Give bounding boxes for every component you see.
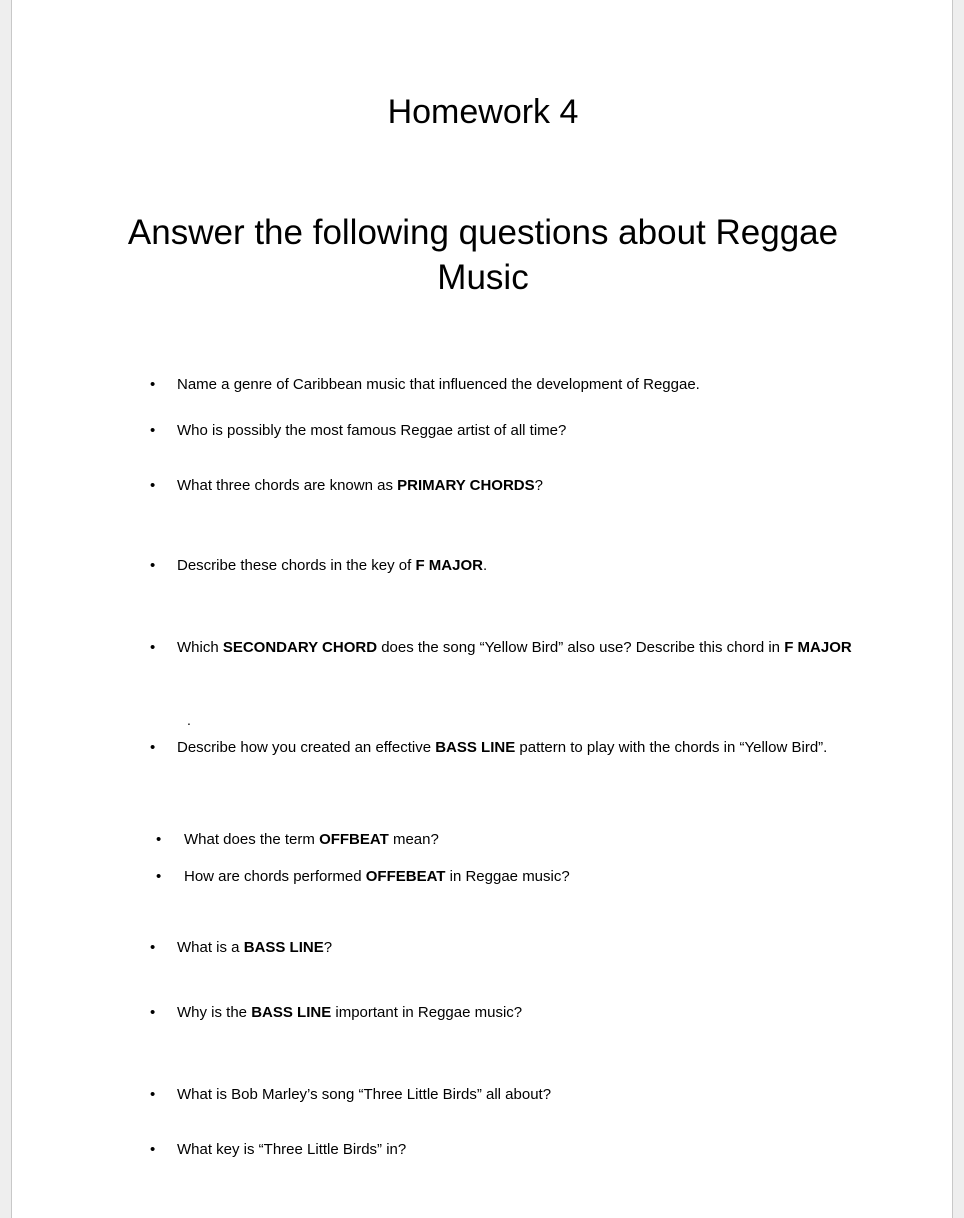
- question-segment: does the song “Yellow Bird” also use? Describe this chord in: [377, 639, 785, 656]
- question-text: [177, 422, 877, 440]
- question-text: [177, 1141, 877, 1159]
- question-segment: pattern to play with the chords in “Yellow Bird”.: [515, 739, 828, 756]
- question-keyword: PRIMARY CHORDS: [397, 477, 535, 494]
- question-keyword: SECONDARY CHORD: [222, 639, 378, 656]
- question-segment: How are chords performed: [184, 868, 366, 885]
- question-text: [177, 939, 877, 957]
- question-segment: What does the term: [184, 831, 320, 848]
- question-segment: Why is the: [177, 1004, 252, 1021]
- question-segment: mean?: [388, 831, 439, 848]
- question-keyword: OFFBEAT: [319, 831, 389, 848]
- question-keyword: BASS LINE: [251, 1004, 332, 1021]
- bullet-icon: •: [150, 376, 156, 393]
- bullet-icon: •: [150, 1086, 156, 1103]
- bullet-icon: •: [150, 1004, 156, 1021]
- question-keyword: OFFEBEAT: [365, 868, 446, 885]
- question-text: [184, 868, 884, 886]
- question-segment: Who is possibly the most famous Reggae artist of all time?: [177, 422, 567, 439]
- question-keyword: BASS LINE: [435, 739, 516, 756]
- question-segment: Name a genre of Caribbean music that influenced the development of Reggae.: [177, 376, 700, 393]
- question-segment: ?: [534, 477, 543, 494]
- page-title: Homework 4: [387, 93, 579, 131]
- question-text: [177, 1086, 877, 1104]
- question-segment: What three chords are known as: [177, 477, 398, 494]
- question-text: [177, 376, 877, 394]
- page-subtitle: Answer the following questions about Reggae Music: [127, 213, 839, 297]
- bullet-icon: •: [156, 831, 162, 848]
- bullet-icon: •: [150, 1141, 156, 1158]
- bullet-icon: •: [156, 868, 162, 885]
- question-segment: What key is “Three Little Birds” in?: [177, 1141, 407, 1158]
- question-keyword: BASS LINE: [243, 939, 324, 956]
- bullet-icon: •: [150, 477, 156, 494]
- question-text: [177, 739, 857, 757]
- question-segment: What is a: [177, 939, 244, 956]
- bullet-icon: •: [150, 739, 156, 756]
- bullet-icon: •: [150, 557, 156, 574]
- bullet-icon: •: [150, 639, 156, 656]
- question-text: [177, 639, 857, 657]
- question-segment: in Reggae music?: [445, 868, 570, 885]
- question-segment: Describe these chords in the key of: [177, 557, 416, 574]
- question-segment: important in Reggae music?: [331, 1004, 523, 1021]
- question-text: [177, 477, 877, 495]
- question-keyword: F MAJOR: [784, 639, 852, 656]
- question-segment: ?: [323, 939, 333, 956]
- bullet-icon: •: [150, 939, 156, 956]
- question-keyword: F MAJOR: [415, 557, 483, 574]
- question-segment: Describe how you created an effective: [177, 739, 436, 756]
- question-text: [177, 1004, 877, 1022]
- document-page: [11, 0, 953, 1218]
- question-segment: Which: [177, 639, 223, 656]
- question-segment: What is Bob Marley’s song “Three Little Birds” all about?: [177, 1086, 552, 1103]
- separator-dot: .: [187, 712, 191, 728]
- question-segment: .: [482, 557, 488, 574]
- question-text: [177, 557, 877, 575]
- bullet-icon: •: [150, 422, 156, 439]
- question-text: [184, 831, 884, 849]
